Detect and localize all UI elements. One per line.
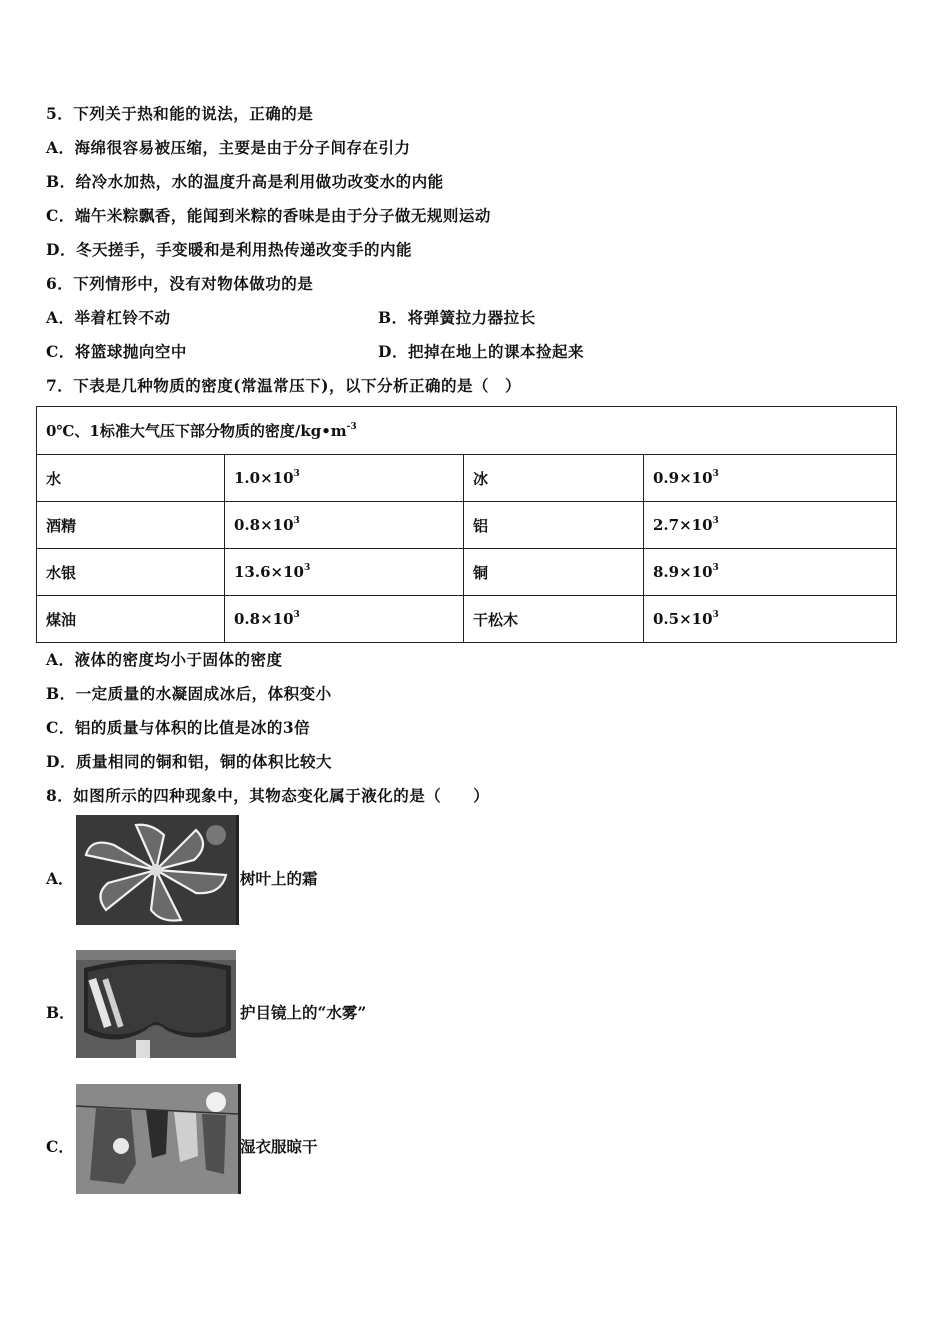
table-title: 0℃、1标准大气压下部分物质的密度$/kg•m^{-3}$ <box>37 407 897 455</box>
substance-name: 水银 <box>37 549 225 596</box>
density-value: $0.9\times 10^3$ <box>644 455 897 502</box>
substance-name: 酒精 <box>37 502 225 549</box>
q6-option-b: B．将弹簧拉力器拉长 <box>378 308 536 327</box>
q5-option-c: C．端午米粽飘香，能闻到米粽的香味是由于分子做无规则运动 <box>46 206 491 225</box>
q5-stem: 5．下列关于热和能的说法，正确的是 <box>46 104 314 123</box>
q7-option-b: B．一定质量的水凝固成冰后，体积变小 <box>46 684 332 703</box>
q8-stem: 8．如图所示的四种现象中，其物态变化属于液化的是（ ） <box>46 786 490 805</box>
substance-name: 冰 <box>464 455 644 502</box>
density-value: $2.7\times 10^3$ <box>644 502 897 549</box>
density-value: $0.8\times 10^3$ <box>225 502 464 549</box>
table-row <box>37 455 897 502</box>
q6-option-a: A．举着杠铃不动 <box>46 308 171 327</box>
q8-option-a-caption: 树叶上的霜 <box>240 869 318 888</box>
q8-option-b-label: B． <box>46 1003 75 1022</box>
q8-option-b-caption: 护目镜上的“水雾” <box>240 1003 367 1022</box>
q7-option-c: C．铝的质量与体积的比值是冰的3倍 <box>46 718 311 737</box>
drying-clothes-photo <box>76 1084 241 1194</box>
q6-stem: 6．下列情形中，没有对物体做功的是 <box>46 274 314 293</box>
q7-stem: 7．下表是几种物质的密度(常温常压下)，以下分析正确的是（ ） <box>46 376 521 395</box>
density-value: $0.5\times 10^3$ <box>644 596 897 643</box>
table-row <box>37 502 897 549</box>
q7-option-a: A．液体的密度均小于固体的密度 <box>46 650 283 669</box>
q8-option-c-label: C． <box>46 1137 74 1156</box>
table-row <box>37 596 897 643</box>
frost-leaf-photo <box>76 815 239 925</box>
density-value: $8.9\times 10^3$ <box>644 549 897 596</box>
q6-option-d: D．把掉在地上的课本捡起来 <box>378 342 584 361</box>
goggles-image <box>76 950 236 1058</box>
density-table <box>36 406 897 643</box>
substance-name: 铜 <box>464 549 644 596</box>
q5-option-d: D．冬天搓手，手变暖和是利用热传递改变手的内能 <box>46 240 412 259</box>
table-header-row <box>37 407 897 455</box>
frost-leaf-image <box>76 815 236 925</box>
q5-option-a: A．海绵很容易被压缩，主要是由于分子间存在引力 <box>46 138 411 157</box>
substance-name: 干松木 <box>464 596 644 643</box>
q5-option-b: B．给冷水加热，水的温度升高是利用做功改变水的内能 <box>46 172 444 191</box>
substance-name: 煤油 <box>37 596 225 643</box>
substance-name: 铝 <box>464 502 644 549</box>
drying-clothes-image <box>76 1084 238 1194</box>
q7-option-d: D．质量相同的铜和铝，铜的体积比较大 <box>46 752 332 771</box>
density-value: $0.8\times 10^3$ <box>225 596 464 643</box>
density-value: $1.0\times 10^3$ <box>225 455 464 502</box>
table-row <box>37 549 897 596</box>
q8-option-a-label: A． <box>46 869 74 888</box>
goggles-photo <box>76 950 236 1058</box>
q6-option-c: C．将篮球抛向空中 <box>46 342 187 361</box>
density-value: $13.6\times 10^3$ <box>225 549 464 596</box>
substance-name: 水 <box>37 455 225 502</box>
q8-option-c-caption: 湿衣服晾干 <box>240 1137 318 1156</box>
